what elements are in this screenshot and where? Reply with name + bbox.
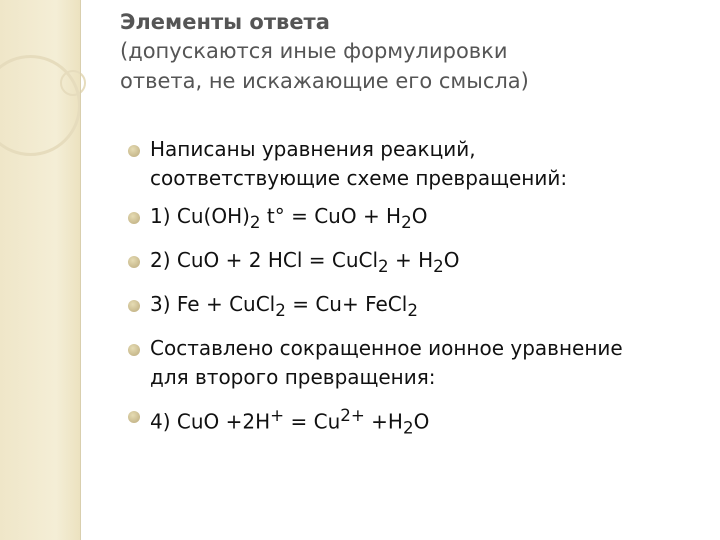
reaction-text: 1) Cu(OH) xyxy=(150,204,250,228)
bullet-icon xyxy=(128,300,140,312)
reaction-text: O xyxy=(443,248,460,272)
item-text-line1: Написаны уравнения реакций, xyxy=(150,137,476,161)
item-text-line2: соответствующие схеме превращений: xyxy=(150,166,568,190)
slide-subtitle-line2: ответа, не искажающие его смысла) xyxy=(120,69,529,93)
list-item-reaction-2 xyxy=(126,246,706,281)
subscript: 2 xyxy=(433,257,444,276)
slide-header xyxy=(120,8,700,96)
list-item-reaction-1 xyxy=(126,202,706,237)
bullet-icon xyxy=(128,344,140,356)
list-item-ionic-note xyxy=(126,334,706,392)
decorative-ring-small xyxy=(60,70,86,96)
bullet-icon xyxy=(128,411,140,423)
subscript: 2 xyxy=(275,301,286,320)
subscript: 2 xyxy=(402,418,414,438)
sidebar-divider xyxy=(80,0,81,540)
item-text-line2: для второго превращения: xyxy=(150,365,436,389)
superscript: + xyxy=(270,406,285,425)
decorative-sidebar xyxy=(0,0,80,540)
slide-title: Элементы ответа xyxy=(120,10,330,34)
list-item-reaction-4 xyxy=(126,401,706,443)
subscript: 2 xyxy=(401,213,412,232)
item-text-line1: Составлено сокращенное ионное уравнение xyxy=(150,336,623,360)
reaction-text: O xyxy=(413,409,430,434)
reaction-text: + H xyxy=(388,248,434,272)
reaction-text: +H xyxy=(364,409,403,434)
reaction-text: 3) Fe + CuCl xyxy=(150,292,276,316)
subscript: 2 xyxy=(378,257,389,276)
subscript: 2 xyxy=(407,301,418,320)
list-item-reaction-3 xyxy=(126,290,706,325)
reaction-text: = Cu+ FeCl xyxy=(285,292,408,316)
superscript: 2+ xyxy=(340,406,365,425)
list-item-equations-note xyxy=(126,135,706,193)
bullet-icon xyxy=(128,256,140,268)
bullet-icon xyxy=(128,212,140,224)
answer-list xyxy=(126,135,706,452)
reaction-text: = Cu xyxy=(284,409,341,434)
reaction-text: 2) CuO + 2 HCl = CuCl xyxy=(150,248,379,272)
subscript: 2 xyxy=(249,213,261,232)
slide-subtitle-line1: (допускаются иные формулировки xyxy=(120,39,508,63)
bullet-icon xyxy=(128,145,140,157)
reaction-text: t° = CuO + H xyxy=(260,204,402,228)
reaction-text: O xyxy=(411,204,428,228)
reaction-text: 4) CuO +2H xyxy=(150,409,271,434)
